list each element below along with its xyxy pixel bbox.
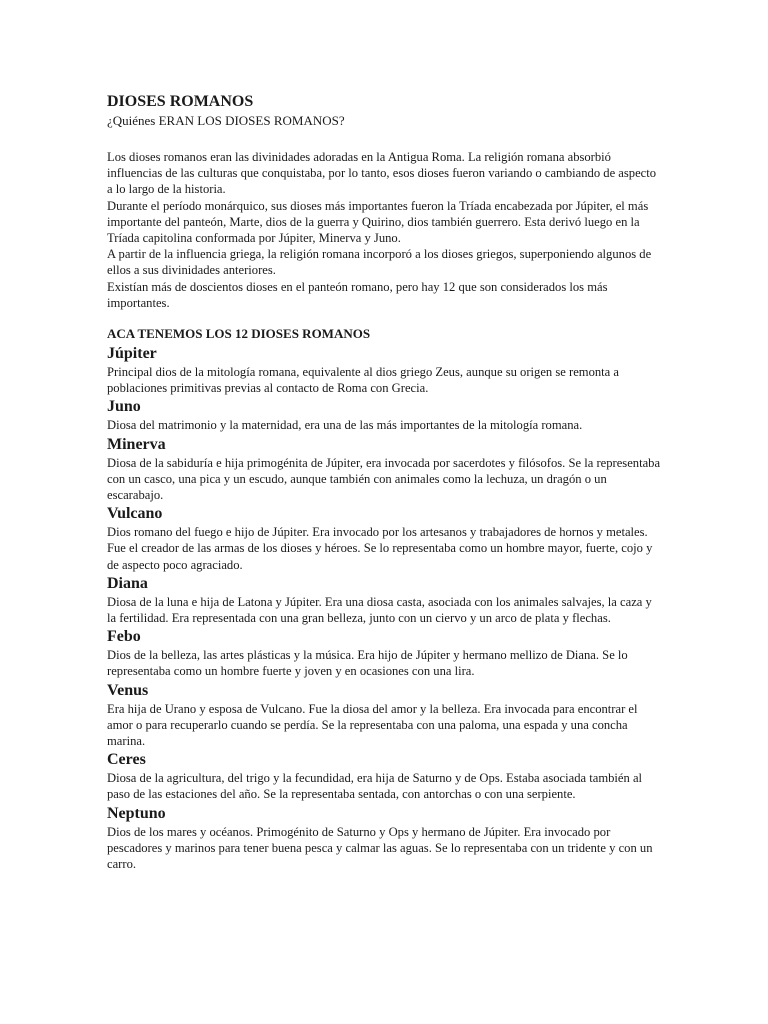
intro-paragraph: A partir de la influencia griega, la religión romana incorporó a los dioses griegos, superponiendo algunos de ellos a sus divinidades anteriores.	[107, 247, 652, 278]
god-name: Neptuno	[107, 804, 166, 822]
god-name: Venus	[107, 681, 149, 699]
gods-list	[107, 344, 662, 872]
god-entry-venus	[107, 681, 662, 750]
intro-section	[107, 149, 662, 311]
god-name: Diana	[107, 574, 148, 592]
god-entry-juno	[107, 397, 662, 433]
god-name: Ceres	[107, 751, 146, 769]
god-description: Diosa del matrimonio y la maternidad, era una de las más importantes de la mitología romana.	[107, 418, 583, 433]
document-page	[107, 92, 662, 872]
god-entry-febo	[107, 627, 662, 679]
god-description: Era hija de Urano y esposa de Vulcano. Fue la diosa del amor y la belleza. Era invocada para encontrar el amor o para recuperarlo cuando se perdía. Se la representaba con una paloma, una espada y una concha marina.	[107, 701, 638, 749]
god-name: Minerva	[107, 435, 166, 453]
god-description: Dios de los mares y océanos. Primogénito de Saturno y Ops y hermano de Júpiter. Era invocado por pescadores y marinos para tener buena pesca y calmar las aguas. Se lo representaba con un tridente y con un carro.	[107, 824, 653, 872]
intro-paragraph: Los dioses romanos eran las divinidades adoradas en la Antigua Roma. La religión romana absorbió influencias de las culturas que conquistaba, por lo tanto, esos dioses fueron variando o cambiando de aspecto a lo largo de la historia.	[107, 150, 657, 197]
intro-paragraph: Durante el período monárquico, sus dioses más importantes fueron la Tríada encabezada por Júpiter, el más importante del panteón, Marte, dios de la guerra y Quirino, dios también guerrero. Esta derivó luego en la Tríada capitolina conformada por Júpiter, Minerva y Juno.	[107, 198, 649, 246]
god-entry-jupiter	[107, 344, 662, 396]
god-description: Diosa de la sabiduría e hija primogénita de Júpiter, era invocada por sacerdotes y filósofos. Se la representaba con un casco, una pica y un escudo, aunque también con animales como la lechuza, un dragón o un escarabajo.	[107, 455, 661, 503]
god-name: Febo	[107, 628, 141, 646]
god-name: Júpiter	[107, 345, 157, 363]
god-description: Diosa de la agricultura, del trigo y la fecundidad, era hija de Saturno y de Ops. Estaba asociada también al paso de las estaciones del año. Se la representaba sentada, con antorchas o con una serpiente.	[107, 771, 643, 802]
god-description: Diosa de la luna e hija de Latona y Júpiter. Era una diosa casta, asociada con los animales salvajes, la caza y la fertilidad. Era representada con una gran belleza, junto con un ciervo y un arco de plata y flechas.	[107, 594, 652, 626]
god-entry-minerva	[107, 435, 662, 504]
god-entry-vulcano	[107, 504, 662, 573]
god-description: Dios de la belleza, las artes plásticas y la música. Era hijo de Júpiter y hermano mellizo de Diana. Se lo representaba como un hombre fuerte y joven y en ocasiones con una lira.	[107, 648, 628, 679]
page-subtitle: ¿Quiénes ERAN LOS DIOSES ROMANOS?	[107, 113, 345, 128]
page-title: DIOSES ROMANOS	[107, 93, 254, 110]
god-entry-diana	[107, 574, 662, 626]
god-description: Dios romano del fuego e hijo de Júpiter. Era invocado por los artesanos y trabajadores de hornos y metales. Fue el creador de las armas de los dioses y héroes. Se lo representaba como un hombre mayor, fuerte, cojo y de aspecto poco agraciado.	[107, 525, 653, 572]
intro-paragraph: Existían más de doscientos dioses en el panteón romano, pero hay 12 que son considerados los más importantes.	[107, 279, 608, 310]
god-description: Principal dios de la mitología romana, equivalente al dios griego Zeus, aunque su origen se remonta a poblaciones primitivas previas al contacto de Roma con Grecia.	[107, 365, 620, 396]
god-entry-ceres	[107, 750, 662, 802]
god-name: Vulcano	[107, 505, 163, 523]
god-entry-neptuno	[107, 804, 662, 873]
god-name: Juno	[107, 398, 141, 416]
section-heading: ACA TENEMOS LOS 12 DIOSES ROMANOS	[107, 326, 371, 342]
